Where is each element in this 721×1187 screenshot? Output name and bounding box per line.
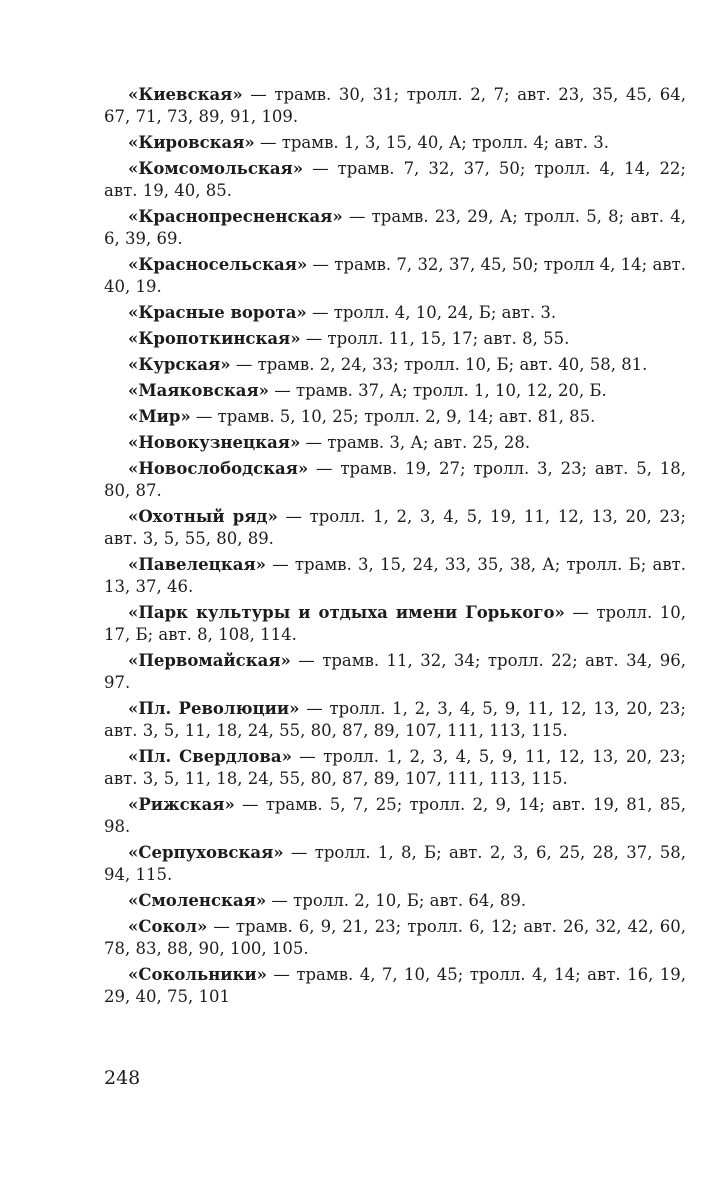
routes-text: — трамв. 11, 32, 34; тролл. 22; авт. 34, 96, 97.: [104, 651, 686, 692]
station-name: «Павелецкая»: [128, 555, 266, 574]
entry-park-kultury: [104, 602, 686, 646]
entry-sokolniki: [104, 964, 686, 1008]
directory-page: [104, 84, 686, 1012]
routes-text: — тролл. 1, 2, 3, 4, 5, 19, 11, 12, 13, 20, 23; авт. 3, 5, 55, 80, 89.: [104, 507, 686, 548]
entry-kropotkinskaya: [104, 328, 686, 350]
station-name: «Парк культуры и отдыха имени Горького»: [128, 603, 565, 622]
routes-text: — трамв. 2, 24, 33; тролл. 10, Б; авт. 40, 58, 81.: [230, 355, 648, 374]
station-name: «Серпуховская»: [128, 843, 284, 862]
entry-sokol: [104, 916, 686, 960]
station-name: «Комсомольская»: [128, 159, 304, 178]
routes-text: — тролл. 10, 17, Б; авт. 8, 108, 114.: [104, 603, 686, 644]
routes-text: — трамв. 5, 10, 25; тролл. 2, 9, 14; авт. 81, 85.: [190, 407, 596, 426]
station-name: «Красносельская»: [128, 255, 308, 274]
station-name: «Пл. Свердлова»: [128, 747, 292, 766]
routes-text: — трамв. 6, 9, 21, 23; тролл. 6, 12; авт. 26, 32, 42, 60, 78, 83, 88, 90, 100, 105.: [104, 917, 686, 958]
station-name: «Охотный ряд»: [128, 507, 278, 526]
routes-text: — трамв. 19, 27; тролл. 3, 23; авт. 5, 18, 80, 87.: [104, 459, 686, 500]
station-name: «Кировская»: [128, 133, 255, 152]
routes-text: — тролл. 4, 10, 24, Б; авт. 3.: [306, 303, 557, 322]
station-name: «Первомайская»: [128, 651, 291, 670]
station-name: «Киевская»: [128, 85, 243, 104]
entry-krasnopresnenskaya: [104, 206, 686, 250]
routes-text: — тролл. 2, 10, Б; авт. 64, 89.: [266, 891, 527, 910]
entry-krasnoselskaya: [104, 254, 686, 298]
routes-text: — трамв. 30, 31; тролл. 2, 7; авт. 23, 35, 45, 64, 67, 71, 73, 89, 91, 109.: [104, 85, 686, 126]
station-name: «Маяковская»: [128, 381, 269, 400]
entry-novokuznetskaya: [104, 432, 686, 454]
routes-text: — тролл. 1, 2, 3, 4, 5, 9, 11, 12, 13, 20, 23; авт. 3, 5, 11, 18, 24, 55, 80, 87, 89, 107, 111, 113, 115.: [104, 747, 686, 788]
station-name: «Пл. Революции»: [128, 699, 300, 718]
routes-text: — трамв. 7, 32, 37, 50; тролл. 4, 14, 22; авт. 19, 40, 85.: [104, 159, 686, 200]
routes-text: — трамв. 37, А; тролл. 1, 10, 12, 20, Б.: [269, 381, 607, 400]
routes-text: — трамв. 3, 15, 24, 33, 35, 38, А; тролл. Б; авт. 13, 37, 46.: [104, 555, 686, 596]
station-name: «Новослободская»: [128, 459, 309, 478]
routes-text: — трамв. 3, А; авт. 25, 28.: [300, 433, 531, 452]
routes-text: — трамв. 23, 29, А; тролл. 5, 8; авт. 4, 6, 39, 69.: [104, 207, 686, 248]
entry-kievskaya: [104, 84, 686, 128]
station-name: «Сокол»: [128, 917, 208, 936]
entry-okhotny-ryad: [104, 506, 686, 550]
station-name: «Смоленская»: [128, 891, 267, 910]
routes-text: — тролл. 1, 2, 3, 4, 5, 9, 11, 12, 13, 20, 23; авт. 3, 5, 11, 18, 24, 55, 80, 87, 89, 107, 111, 113, 115.: [104, 699, 686, 740]
routes-text: — трамв. 1, 3, 15, 40, А; тролл. 4; авт. 3.: [254, 133, 609, 152]
entry-kurskaya: [104, 354, 686, 376]
entry-mayakovskaya: [104, 380, 686, 402]
station-name: «Красные ворота»: [128, 303, 307, 322]
station-name: «Рижская»: [128, 795, 235, 814]
page-number: 248: [104, 1067, 141, 1089]
entry-kirovskaya: [104, 132, 686, 154]
routes-text: — трамв. 5, 7, 25; тролл. 2, 9, 14; авт. 19, 81, 85, 98.: [104, 795, 686, 836]
entry-rizhskaya: [104, 794, 686, 838]
routes-text: — трамв. 4, 7, 10, 45; тролл. 4, 14; авт. 16, 19, 29, 40, 75, 101: [104, 965, 686, 1006]
routes-text: — тролл. 11, 15, 17; авт. 8, 55.: [300, 329, 570, 348]
routes-text: — тролл. 1, 8, Б; авт. 2, 3, 6, 25, 28, 37, 58, 94, 115.: [104, 843, 686, 884]
station-name: «Новокузнецкая»: [128, 433, 301, 452]
entry-pl-sverdlova: [104, 746, 686, 790]
entry-pervomaiskaya: [104, 650, 686, 694]
station-name: «Курская»: [128, 355, 231, 374]
routes-text: — трамв. 7, 32, 37, 45, 50; тролл 4, 14; авт. 40, 19.: [104, 255, 686, 296]
station-name: «Кропоткинская»: [128, 329, 301, 348]
station-name: «Краснопресненская»: [128, 207, 343, 226]
station-name: «Мир»: [128, 407, 191, 426]
entry-serpukhovskaya: [104, 842, 686, 886]
entry-novoslobodskaya: [104, 458, 686, 502]
entry-smolenskaya: [104, 890, 686, 912]
entry-krasnye-vorota: [104, 302, 686, 324]
entry-pl-revolyutsii: [104, 698, 686, 742]
entry-komsomolskaya: [104, 158, 686, 202]
entry-paveletskaya: [104, 554, 686, 598]
station-name: «Сокольники»: [128, 965, 267, 984]
entry-mir: [104, 406, 686, 428]
